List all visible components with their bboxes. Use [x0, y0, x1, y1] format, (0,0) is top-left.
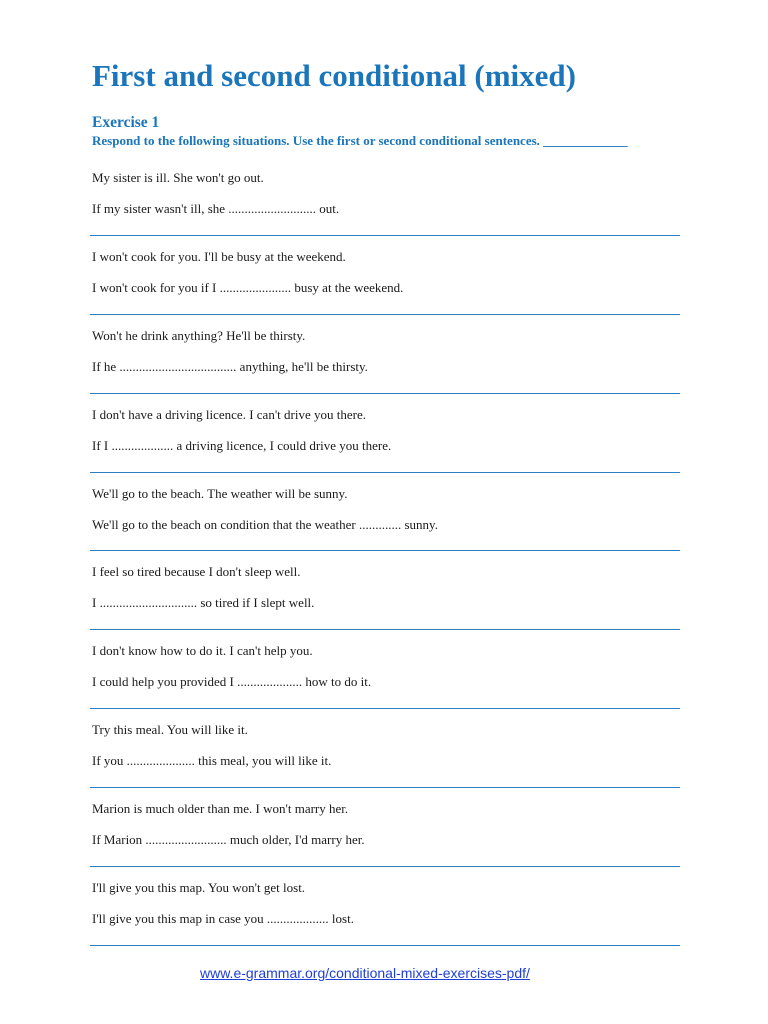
exercise-items — [90, 157, 680, 946]
exercise-item-1 — [90, 157, 680, 236]
exercise-item-10 — [90, 867, 680, 946]
exercise-item-3 — [90, 315, 680, 394]
gap-fill-sentence: I .............................. so tired if I slept well. — [92, 595, 315, 611]
exercise-item-6 — [90, 551, 680, 630]
situation-text: I'll give you this map. You won't get lost. — [92, 880, 306, 896]
situation-text: I won't cook for you. I'll be busy at the weekend. — [92, 248, 346, 264]
exercise-item-5 — [90, 473, 680, 552]
gap-fill-sentence: If I ................... a driving licence, I could drive you there. — [92, 437, 392, 453]
situation-text: Won't he drink anything? He'll be thirsty. — [92, 327, 306, 343]
situation-text: I don't know how to do it. I can't help you. — [92, 643, 313, 659]
situation-text: My sister is ill. She won't go out. — [92, 170, 264, 185]
exercise-item-9 — [90, 788, 680, 867]
gap-fill-sentence: If he .................................... anything, he'll be thirsty. — [92, 358, 368, 374]
gap-fill-sentence: If my sister wasn't ill, she ........................... out. — [92, 201, 340, 216]
situation-text: Marion is much older than me. I won't marry her. — [92, 801, 349, 817]
gap-fill-sentence: If you ..................... this meal, you will like it. — [92, 753, 332, 769]
gap-fill-sentence: I could help you provided I .................... how to do it. — [92, 674, 372, 690]
gap-fill-sentence: I won't cook for you if I ...................... busy at the weekend. — [92, 279, 404, 295]
exercise-item-7 — [90, 630, 680, 709]
situation-text: I don't have a driving licence. I can't drive you there. — [92, 406, 366, 422]
gap-fill-sentence: I'll give you this map in case you ................... lost. — [92, 911, 354, 927]
gap-fill-sentence: If Marion ......................... much older, I'd marry her. — [92, 832, 365, 848]
page-title: First and second conditional (mixed) — [92, 58, 576, 93]
gap-fill-sentence: We'll go to the beach on condition that the weather ............. sunny. — [92, 516, 438, 532]
exercise-item-8 — [90, 709, 680, 788]
situation-text: I feel so tired because I don't sleep well. — [92, 564, 301, 580]
situation-text: We'll go to the beach. The weather will be sunny. — [92, 485, 348, 501]
situation-text: Try this meal. You will like it. — [92, 722, 248, 738]
exercise-instructions: Respond to the following situations. Use the first or second conditional sentences. _____________ — [92, 133, 628, 148]
source-url-link[interactable]: www.e-grammar.org/conditional-mixed-exercises-pdf/ — [200, 965, 530, 981]
exercise-item-4 — [90, 394, 680, 473]
exercise-item-2 — [90, 236, 680, 315]
exercise-heading: Exercise 1 — [92, 114, 160, 131]
